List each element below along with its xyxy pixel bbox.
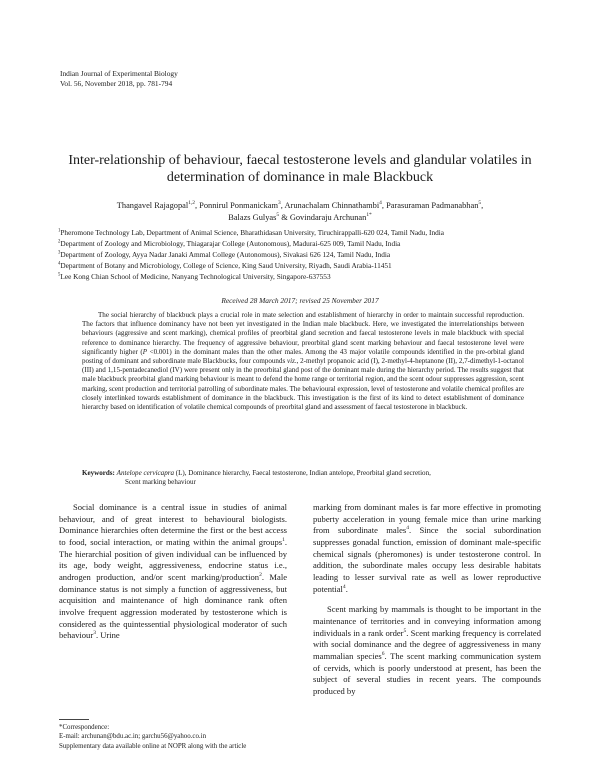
keywords-line-1 xyxy=(82,469,524,478)
abstract xyxy=(82,311,524,412)
body-paragraph xyxy=(59,502,287,642)
author-affil-sup: 5 xyxy=(276,212,280,219)
affiliation-number: 2 xyxy=(58,239,61,245)
body-paragraph xyxy=(313,502,541,595)
affiliation-item xyxy=(58,271,558,282)
body-text: . Male dominance status is not simply a function of aggressiveness, but acquisition and maintenance of high dominance rank often involve frequent aggression moderated by testosterone which is considered as the quintessential physiological moderator of such behaviour xyxy=(59,571,287,641)
affiliation-item xyxy=(58,238,558,249)
affiliation-item xyxy=(58,249,558,260)
title-line-1: Inter-relationship of behaviour, faecal testosterone levels and glandular volatiles in xyxy=(68,153,532,168)
keywords xyxy=(82,469,524,487)
journal-header xyxy=(60,69,178,89)
affiliation-item xyxy=(58,227,558,238)
body-text: . Since the social subordination suppresses gonadal function, emission of dominant male-specific chemical signals (pheromones) is under testosterone control. In addition, the subordinate males occupy less desirable habitats leading to lesser survival rate as well as lower reproductive potential xyxy=(313,525,541,594)
affiliation-number: 1 xyxy=(58,228,61,234)
body-text: . Urine xyxy=(95,630,120,641)
author-name: Thangavel Rajagopal xyxy=(116,201,189,210)
body-text: . The scent marking communication system of cervids, which is poorly understood at present, has been the subject of several studies in recent years. The compounds produced by xyxy=(313,650,541,696)
affiliation-number: 4 xyxy=(58,261,61,267)
affiliation-number: 5 xyxy=(58,272,61,278)
abstract-text-3: ., 2-methyl propanoic acid (I), 2-methyl-4-heptanone (II), 2,7-dimethyl-1-octanol (III) and 1,15-pentadecanediol (IV) were present only in the preorbital gland post of the dominant male during the hierarchy period. The results suggest that male blackbuck preorbital gland marking behaviour is meant to defend the home range or territorial region, and the scent odour suppresses aggression, scent marking, scent production and territorial patrolling of subordinate males. The behavioural expression, level of testosterone and volatile chemical profiles are closely interlinked towards establishment of dominance in the blackbuck. This investigation is the first of its kind to detect establishment of dominance hierarchy based on identification of volatile chemical compounds of preorbital gland and assessment of faecal testosterone in blackbuck. xyxy=(82,357,524,412)
keywords-species: Antelope cervicapra xyxy=(116,469,174,477)
affiliation-item xyxy=(58,260,558,271)
body-text: . The hierarchial position of given individual can be influenced by its age, body weight, aggressiveness, endocrine status i.e., androgen production, and/or scent marking/production xyxy=(59,536,287,582)
author-name: Arunachalam Chinnathambi xyxy=(284,201,380,210)
abstract-viz: viz xyxy=(287,357,295,366)
body-text: marking from dominant males is far more effective in promoting puberty acceleration in young female mice than urine marking from subordinate males xyxy=(313,502,541,536)
author-affil-sup: 5 xyxy=(478,200,482,207)
journal-issue: Vol. 56, November 2018, pp. 781-794 xyxy=(60,79,173,88)
authors-line-1: Thangavel Rajagopal$^{1,2}$, Ponnirul Ponmanickam$^3$, Arunachalam Chinnathambi$^4$, Parasuraman Padmanabhan$^5$, xyxy=(116,200,484,210)
body-text: . Scent marking frequency is correlated with social dominance and the degree of aggressiveness in many mammalian species xyxy=(313,627,541,661)
keywords-list: (L), Dominance hierarchy, Faecal testosterone, Indian antelope, Preorbital gland secretion, xyxy=(174,469,431,477)
affiliation-text: Department of Zoology and Microbiology, Thiagarajar College (Autonomous), Madurai-625 009, Tamil Nadu, India xyxy=(60,239,401,249)
author-name: Parasuraman Padmanabhan xyxy=(386,201,479,210)
author-name: Balazs Gulyas xyxy=(228,213,277,222)
title-line-2: determination of dominance in male Blackbuck xyxy=(166,170,434,185)
author-affil-sup: 1,2 xyxy=(188,200,195,207)
article-title xyxy=(30,152,570,186)
citation-ref: 3 xyxy=(93,630,96,637)
citation-ref: 2 xyxy=(259,572,262,579)
footnote-divider xyxy=(59,719,89,720)
correspondence-email[interactable]: E-mail: archunan@bdu.ac.in; garchu56@yahoo.co.in xyxy=(59,733,207,741)
correspondence-label: *Correspondence: xyxy=(59,724,110,731)
citation-ref: 4 xyxy=(406,525,409,532)
author-affil-sup: 4 xyxy=(379,200,382,207)
citation-ref: 1 xyxy=(282,537,285,544)
author-affil-sup: 1* xyxy=(366,212,372,219)
affiliation-list xyxy=(58,227,558,282)
abstract-text-2: <0.001) in the dominant males than the other males. Among the 43 major volatile compounds identified in the pre-orbital gland posting of dominant and subordinate male Blackbucks, four compounds xyxy=(82,347,525,366)
citation-ref: 6 xyxy=(381,651,385,658)
author-list xyxy=(70,200,530,224)
author-name: Ponnirul Ponmanickam xyxy=(199,201,279,210)
affiliation-text: Lee Kong Chian School of Medicine, Nanyang Technological University, Singapore-637553 xyxy=(60,272,331,282)
abstract-text-1: The social hierarchy of blackbuck plays a crucial role in mate selection and establishment of hierarchy in order to maintain successful reproduction. The factors that influence dominancy have not been yet investigated in the Indian male blackbuck. Here, we investigated the interrelationships between behaviours (aggressive and scent marking), chemical profiles of preorbital gland secretion and faecal testosterone levels in male blackbuck with special reference to dominance hierarchy. The frequency of aggressive behaviour, preorbital gland scent marking behaviour and faecal testosterone level were significantly higher ( xyxy=(82,311,524,356)
keywords-line-2: Scent marking behaviour xyxy=(125,478,196,487)
keywords-label: Keywords: xyxy=(82,469,115,477)
supplementary-note: Supplementary data available online at NOPR along with the article xyxy=(59,742,247,750)
body-column-left xyxy=(59,502,287,642)
affiliation-text: Pheromone Technology Lab, Department of Animal Science, Bharathidasan University, Tiruchirappalli-620 024, Tamil Nadu, India xyxy=(60,228,445,237)
body-text: . xyxy=(345,583,348,594)
authors-line-2: Balazs Gulyas$^5$ & Govindaraju Archunan$^{1*}$ xyxy=(228,212,372,222)
received-dates: Received 28 March 2017; revised 25 November 2017 xyxy=(221,296,379,305)
citation-ref: 4 xyxy=(342,583,346,590)
author-affil-sup: 3 xyxy=(278,200,281,207)
affiliation-text: Department of Botany and Microbiology, College of Science, King Saud University, Riyadh, Saudi Arabia-11451 xyxy=(60,261,392,271)
citation-ref: 5 xyxy=(403,627,407,634)
author-name: Govindaraju Archunan xyxy=(289,213,367,222)
footnotes xyxy=(59,723,319,751)
body-text: Scent marking by mammals is thought to be important in the maintenance of territories and in conveying information among individuals in a rank order xyxy=(313,604,541,638)
body-text: Social dominance is a central issue in studies of animal behaviour, and of great interest to behavioural biologists. Dominance hierarchies often determine the first or the best access to food, social interaction, or mating within the animal groups xyxy=(59,502,287,547)
affiliation-number: 3 xyxy=(58,250,61,256)
body-paragraph xyxy=(313,604,541,697)
affiliation-text: Department of Zoology, Ayya Nadar Janaki Ammal College (Autonomous), Sivakasi 626 124, Tamil Nadu, India xyxy=(60,250,391,260)
journal-name: Indian Journal of Experimental Biology xyxy=(60,69,178,78)
abstract-p-symbol: P xyxy=(142,347,148,356)
body-column-right xyxy=(313,502,541,698)
